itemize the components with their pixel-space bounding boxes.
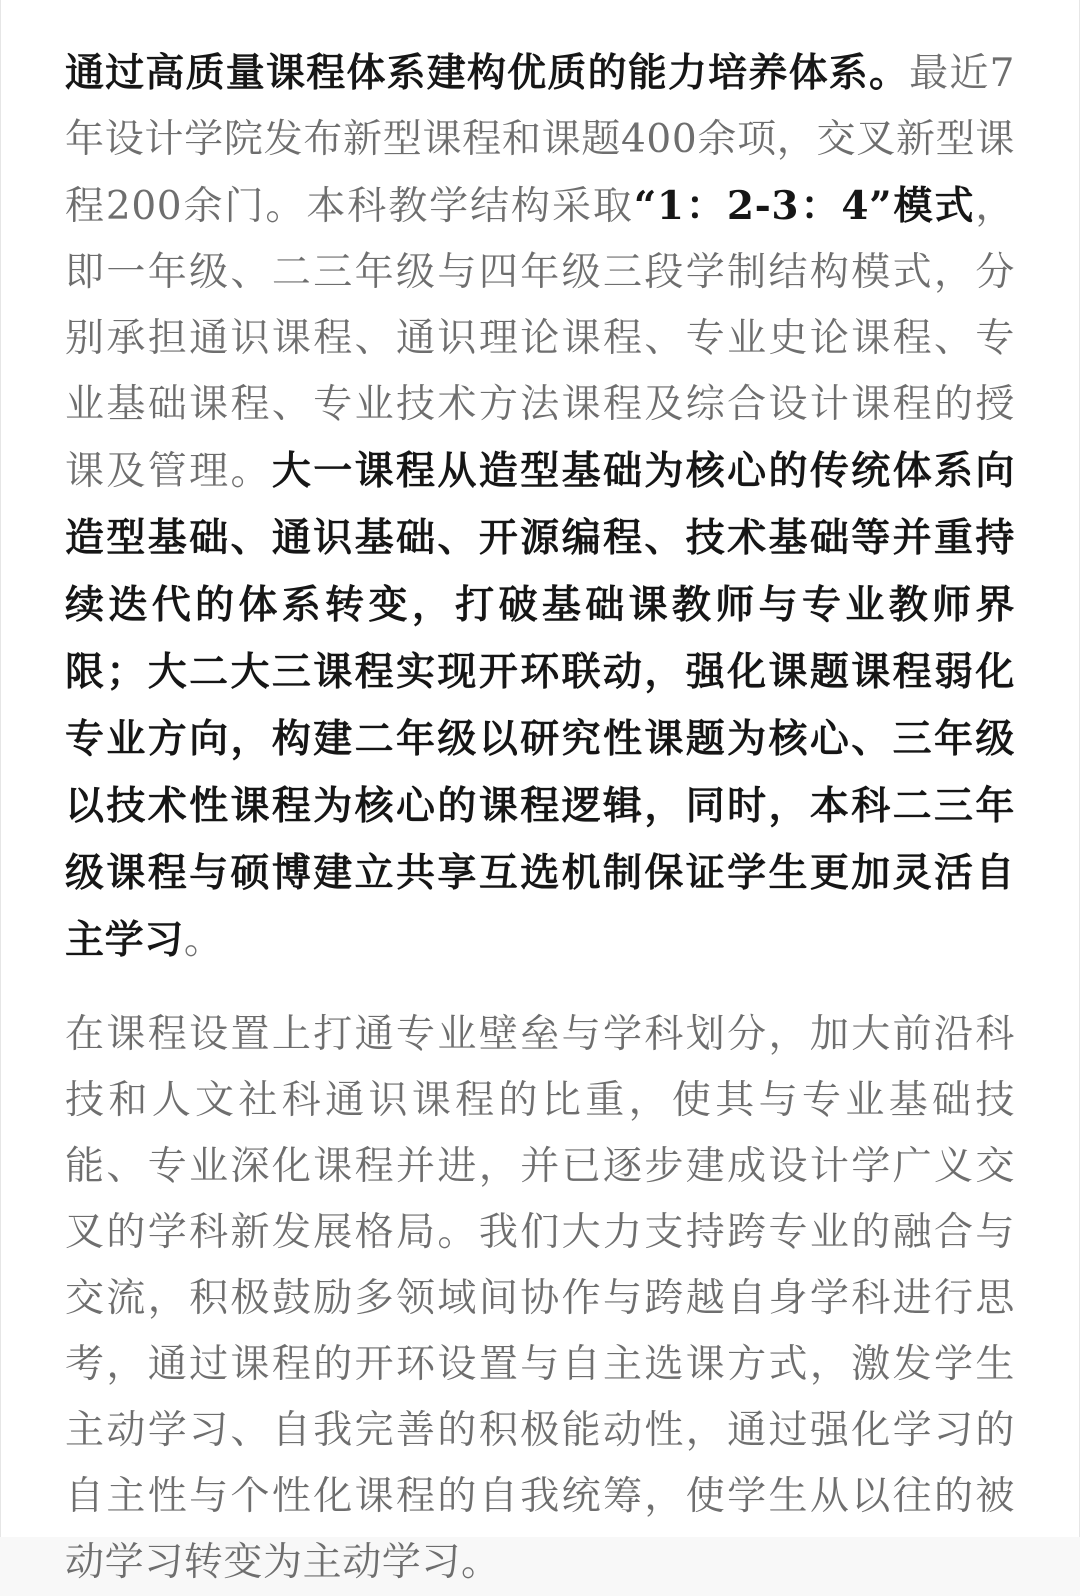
bold-lead-sentence: 通过高质量课程体系建构优质的能力培养体系。 [65,50,910,96]
paragraph-course-setting [65,1002,1015,1596]
paragraph-text: ，即一年级、二三年级与四年级三段学制结构模式，分别承担通识课程、通识理论课程、专业史论课程、专业基础课程、专业技术方法课程及综合设计课程的授课及管理。 [65,184,1015,494]
paragraph-text: 最近7年设计学院发布新型课程和课题400余项，交叉新型课程200余门。本科教学结构采取 [65,51,1015,229]
bold-model-phrase: “1：2-3：4”模式 [633,183,976,229]
bold-body-text: 大一课程从造型基础为核心的传统体系向造型基础、通识基础、开源编程、技术基础等并重持续迭代的体系转变，打破基础课教师与专业教师界限；大二大三课程实现开环联动，强化课题课程弱化专业方向，构建二年级以研究性课题为核心、三年级以技术性课程为核心的课程逻辑，同时，本科二三年级课程与硕博建立共享互选机制保证学生更加灵活自主学习 [65,448,1015,963]
paragraph-text: 在课程设置上打通专业壁垒与学科划分，加大前沿科技和人文社科通识课程的比重，使其与专业基础技能、专业深化课程并进，并已逐步建成设计学广义交叉的学科新发展格局。我们大力支持跨专业的融合与交流，积极鼓励多领域间协作与跨越自身学科进行思考，通过课程的开环设置与自主选课方式，激发学生主动学习、自我完善的积极能动性，通过强化学习的自主性与个性化课程的自我统筹，使学生从以往的被动学习转变为主动学习。 [65,1012,1015,1585]
paragraph-tail: 。 [183,918,224,963]
paragraph-curriculum-system [65,40,1015,974]
